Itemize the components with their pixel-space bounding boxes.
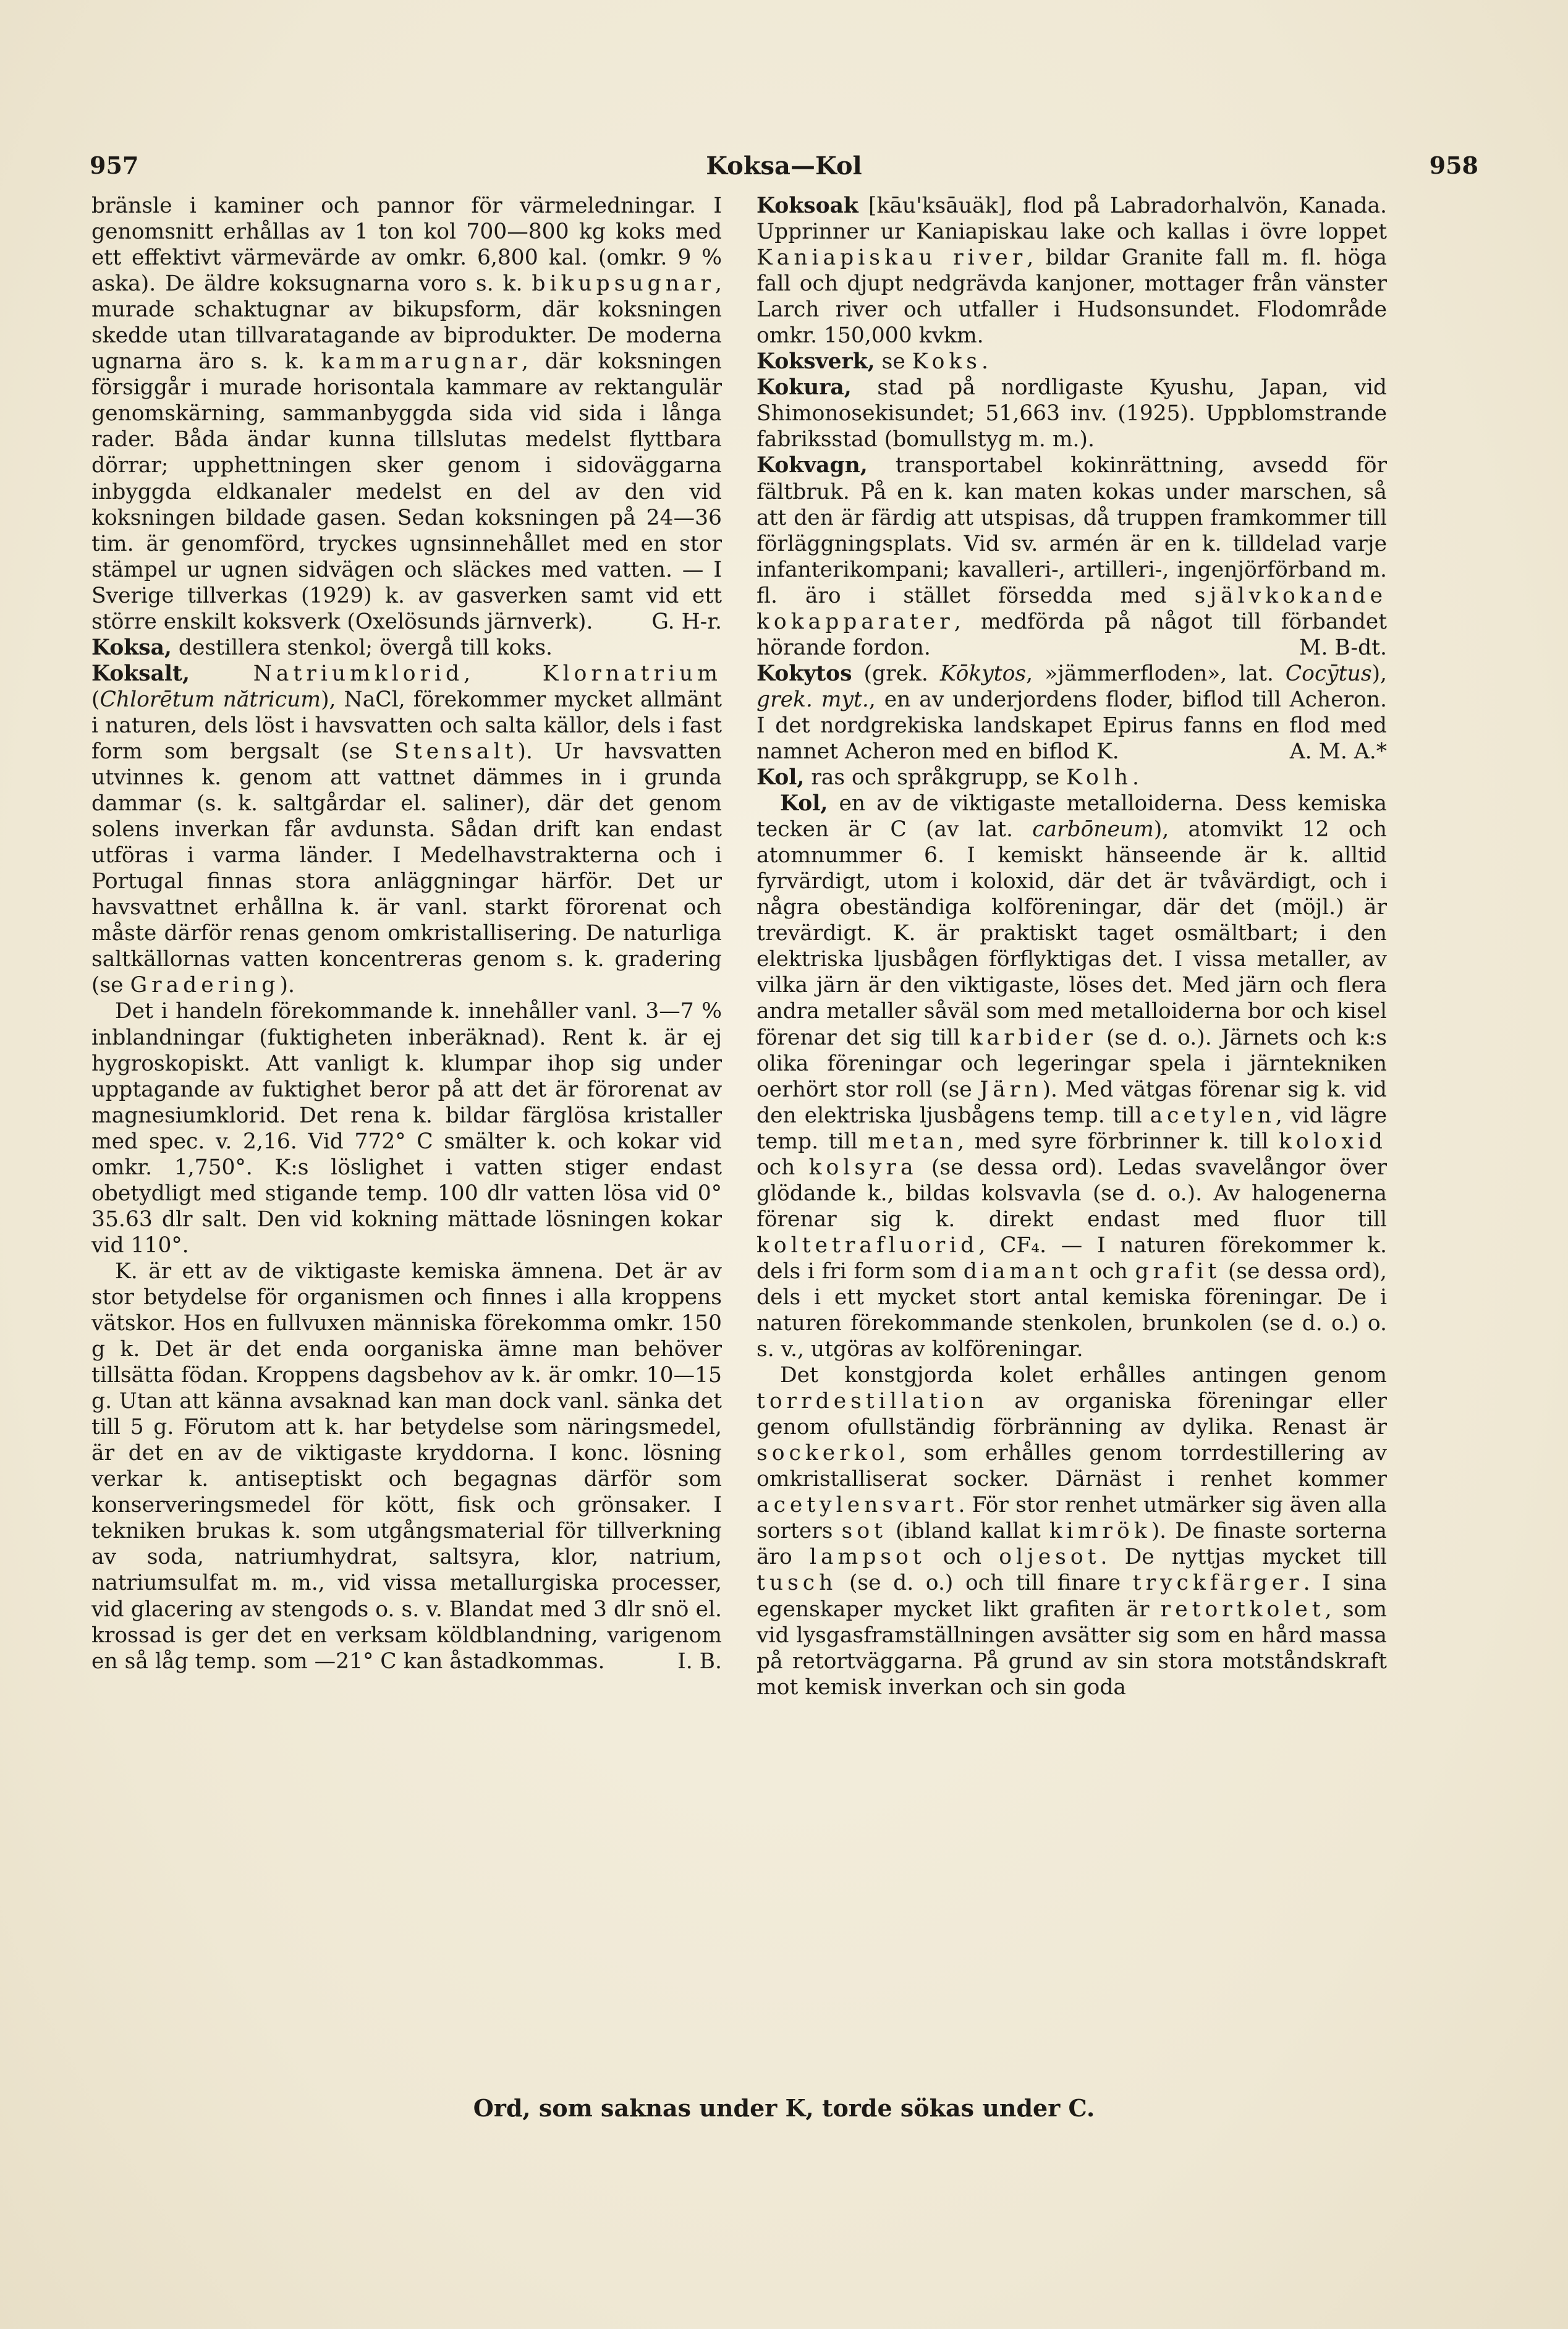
entry-headword: Kol,: [780, 791, 828, 817]
entry-headword: Koksverk,: [756, 349, 875, 375]
entry-kokytos: Kokytos (grek. Kōkytos, »jämmerfloden», lat. Cocȳtus), grek. myt., en av underjordens floder, biflod till Acheron. I det nordgrekiska landskapet Epirus fanns en flod med namnet Acheron med en biflod K. A. M. A.*: [756, 661, 1387, 764]
entry-kol-ras: Kol, ras och språkgrupp, se Kolh.: [756, 765, 1139, 791]
entry-koks-continued: bränsle i kaminer och pannor för värmeledningar. I genomsnitt erhållas av 1 ton kol 700—800 kg koks med ett effektivt värmevärde av omkr. 6,800 kal. (omkr. 9 % aska). De äldre koksugnarna voro s. k. bikupsugnar, murade schaktugnar av bikupsform, där koksningen skedde utan tillvaratagande av biprodukter. De moderna ugnarna äro s. k. kammarugnar, där koksningen försiggår i murade horisontala kammare av rektangulär genomskärning, sammanbyggda sida vid sida i långa rader. Båda ändar kunna tillslutas medelst flyttbara dörrar; upphettningen sker genom i sidoväggarna inbyggda eldkanaler medelst en del av den vid koksningen bildade gasen. Sedan koksningen på 24—36 tim. är genomförd, tryckes ugnsinnehållet med en stor stämpel ur ugnen sidvägen och släckes med vatten. — I Sverige tillverkas (1929) k. av gasverken samt vid ett större enskilt koksverk (Oxelösunds järnverk). G. H-r.: [91, 193, 723, 634]
entry-kokvagn: Kokvagn, transportabel kokinrättning, avsedd för fältbruk. På en k. kan maten kokas under marschen, så att den är färdig att utspisas, då truppen framkommer till förläggningsplats. Vid sv. armén är en k. tilldelad varje infanterikompani; kavalleri-, artilleri-, ingenjörförband m. fl. äro i stället försedda med självkokande kokapparater, medförda på något till förbandet hörande fordon. M. B-dt.: [756, 453, 1387, 660]
entry-headword: Kokvagn,: [756, 453, 868, 478]
signature: M. B-dt.: [1299, 635, 1387, 660]
entry-koksoak: Koksoak [kāu'ksāuäk], flod på Labradorhalvön, Kanada. Upprinner ur Kaniapiskau lake och kallas i övre loppet Kaniapiskau river, bildar Granite fall m. fl. höga fall och djupt nedgrävda kanjoner, mottager från vänster Larch river och utfaller i Hudsonsundet. Flodområde omkr. 150,000 kvkm.: [756, 193, 1387, 349]
signature: G. H-r.: [651, 609, 722, 634]
entry-kokura: Kokura, stad på nordligaste Kyushu, Japan, vid Shimonosekisundet; 51,663 inv. (1925). Uppblomstrande fabriksstad (bomullstyg m. m.).: [756, 375, 1387, 452]
page-header: [90, 151, 1478, 189]
entry-headword: Koksa,: [91, 635, 172, 660]
signature: A. M. A.*: [1289, 739, 1387, 764]
footer-note: Ord, som saknas under K, torde sökas under C.: [473, 2094, 1095, 2122]
entry-koksa: Koksa, destillera stenkol; övergå till koks.: [91, 635, 553, 660]
entry-kol: Kol, en av de viktigaste metalloiderna. Dess kemiska tecken är C (av lat. carbōneum), atomvikt 12 och atomnummer 6. I kemiskt hänseende är k. alltid fyrvärdigt, utom i koloxid, där det är tvåvärdigt, och i några obeständiga kolföreningar, där det (möjl.) är trevärdigt. K. är praktiskt taget osmältbart; i den elektriska ljusbågen förflyktigas det. I vissa metaller, av vilka järn är den viktigaste, löses det. Med järn och flera andra metaller såväl som med metalloiderna bor och kisel förenar det sig till karbider (se d. o.). Järnets och k:s olika föreningar och legeringar spela i järntekniken oerhört stor roll (se Järn). Med vätgas förenar sig k. vid den elektriska ljusbågens temp. till acetylen, vid lägre temp. till metan, med syre förbrinner k. till koloxid och kolsyra (se dessa ord). Ledas svavelångor över glödande k., bildas kolsvavla (se d. o.). Av halogenerna förenar sig k. direkt endast med fluor till koltetrafluorid, CF₄. — I naturen förekommer k. dels i fri form som diamant och grafit (se dessa ord), dels i ett mycket stort antal kemiska föreningar. De i naturen förekommande stenkolen, brunkolen (se d. o.) o. s. v., utgöras av kolföreningar.: [756, 791, 1388, 1362]
page-number-right: 958: [1429, 151, 1478, 179]
koksalt-paragraph-3: K. är ett av de viktigaste kemiska ämnena. Det är av stor betydelse för organismen och finnes i alla kroppens vätskor. Hos en fullvuxen människa förekomma omkr. 150 g k. Det är det enda oorganiska ämne man behöver tillsätta födan. Kroppens dagsbehov av k. är omkr. 10—15 g. Utan att känna avsaknad kan man dock vanl. sänka det till 5 g. Förutom att k. har betydelse som näringsmedel, är det en av de viktigaste kryddorna. I konc. lösning verkar k. antiseptiskt och begagnas därför som konserveringsmedel för kött, fisk och grönsaker. I tekniken brukas k. som utgångsmaterial för tillverkning av soda, natriumhydrat, saltsyra, klor, natrium, natriumsulfat m. m., vid vissa metallurgiska processer, vid glacering av stengods o. s. v. Blandat med 3 dlr snö el. krossad is ger det en verksam köldblandning, varigenom en så låg temp. som —21° C kan åstadkommas. I. B.: [91, 1258, 722, 1674]
left-column: [91, 193, 722, 1674]
koksalt-paragraph-2: Det i handeln förekommande k. innehåller vanl. 3—7 % inblandningar (fuktigheten inberäknad). Rent k. är ej hygroskopiskt. Att vanligt k. klumpar ihop sig under upptagande av fuktighet beror på att det är förorenat av magnesiumklorid. Det rena k. bildar färglösa kristaller med spec. v. 2,16. Vid 772° C smälter k. och kokar vid omkr. 1,750°. K:s löslighet i vatten stiger endast obetydligt med stigande temp. 100 dlr vatten lösa vid 0° 35.63 dlr salt. Den vid kokning mättade lösningen kokar vid 110°.: [91, 999, 722, 1258]
entry-headword: Kol,: [756, 765, 805, 791]
entry-koksalt: Koksalt, Natriumklorid, Klornatrium (Chlorētum nătricum), NaCl, förekommer mycket allmänt i naturen, dels löst i havsvatten och salta källor, dels i fast form som bergsalt (se Stensalt). Ur havsvatten utvinnes k. genom att vattnet dämmes in i grunda dammar (s. k. saltgårdar el. saliner), där det genom solens inverkan får avdunsta. Sådan drift kan endast utföras i varma länder. I Medelhavstrakterna och i Portugal finnas stora anläggningar härför. Det ur havsvattnet erhållna k. är vanl. starkt förorenat och måste därför renas genom omkristallisering. De naturliga saltkällornas vatten koncentreras genom s. k. gradering (se Gradering).: [91, 661, 723, 998]
entry-headword: Kokytos: [756, 661, 852, 686]
entry-koksverk: Koksverk, se Koks.: [756, 349, 988, 375]
page-number-left: 957: [90, 151, 139, 179]
running-head: Koksa—Kol: [706, 151, 862, 180]
entry-headword: Kokura,: [756, 375, 852, 401]
right-column: [756, 193, 1387, 1700]
entry-headword: Koksalt,: [91, 661, 190, 686]
kol-paragraph-2: Det konstgjorda kolet erhålles antingen genom torrdestillation av organiska föreningar eller genom ofullständig förbränning av dylika. Renast är sockerkol, som erhålles genom torrdestillering av omkristalliserat socker. Därnäst i renhet kommer acetylensvart. För stor renhet utmärker sig även alla sorters sot (ibland kallat kimrök). De finaste sorterna äro lampsot och oljesot. De nyttjas mycket till tusch (se d. o.) och till finare tryckfärger. I sina egenskaper mycket likt grafiten är retortkolet, som vid lysgasframställningen avsätter sig som en hård massa på retortväggarna. På grund av sin stora motståndskraft mot kemisk inverkan och sin goda: [756, 1363, 1388, 1700]
entry-headword: Koksoak: [756, 193, 858, 218]
signature: I. B.: [677, 1648, 722, 1674]
